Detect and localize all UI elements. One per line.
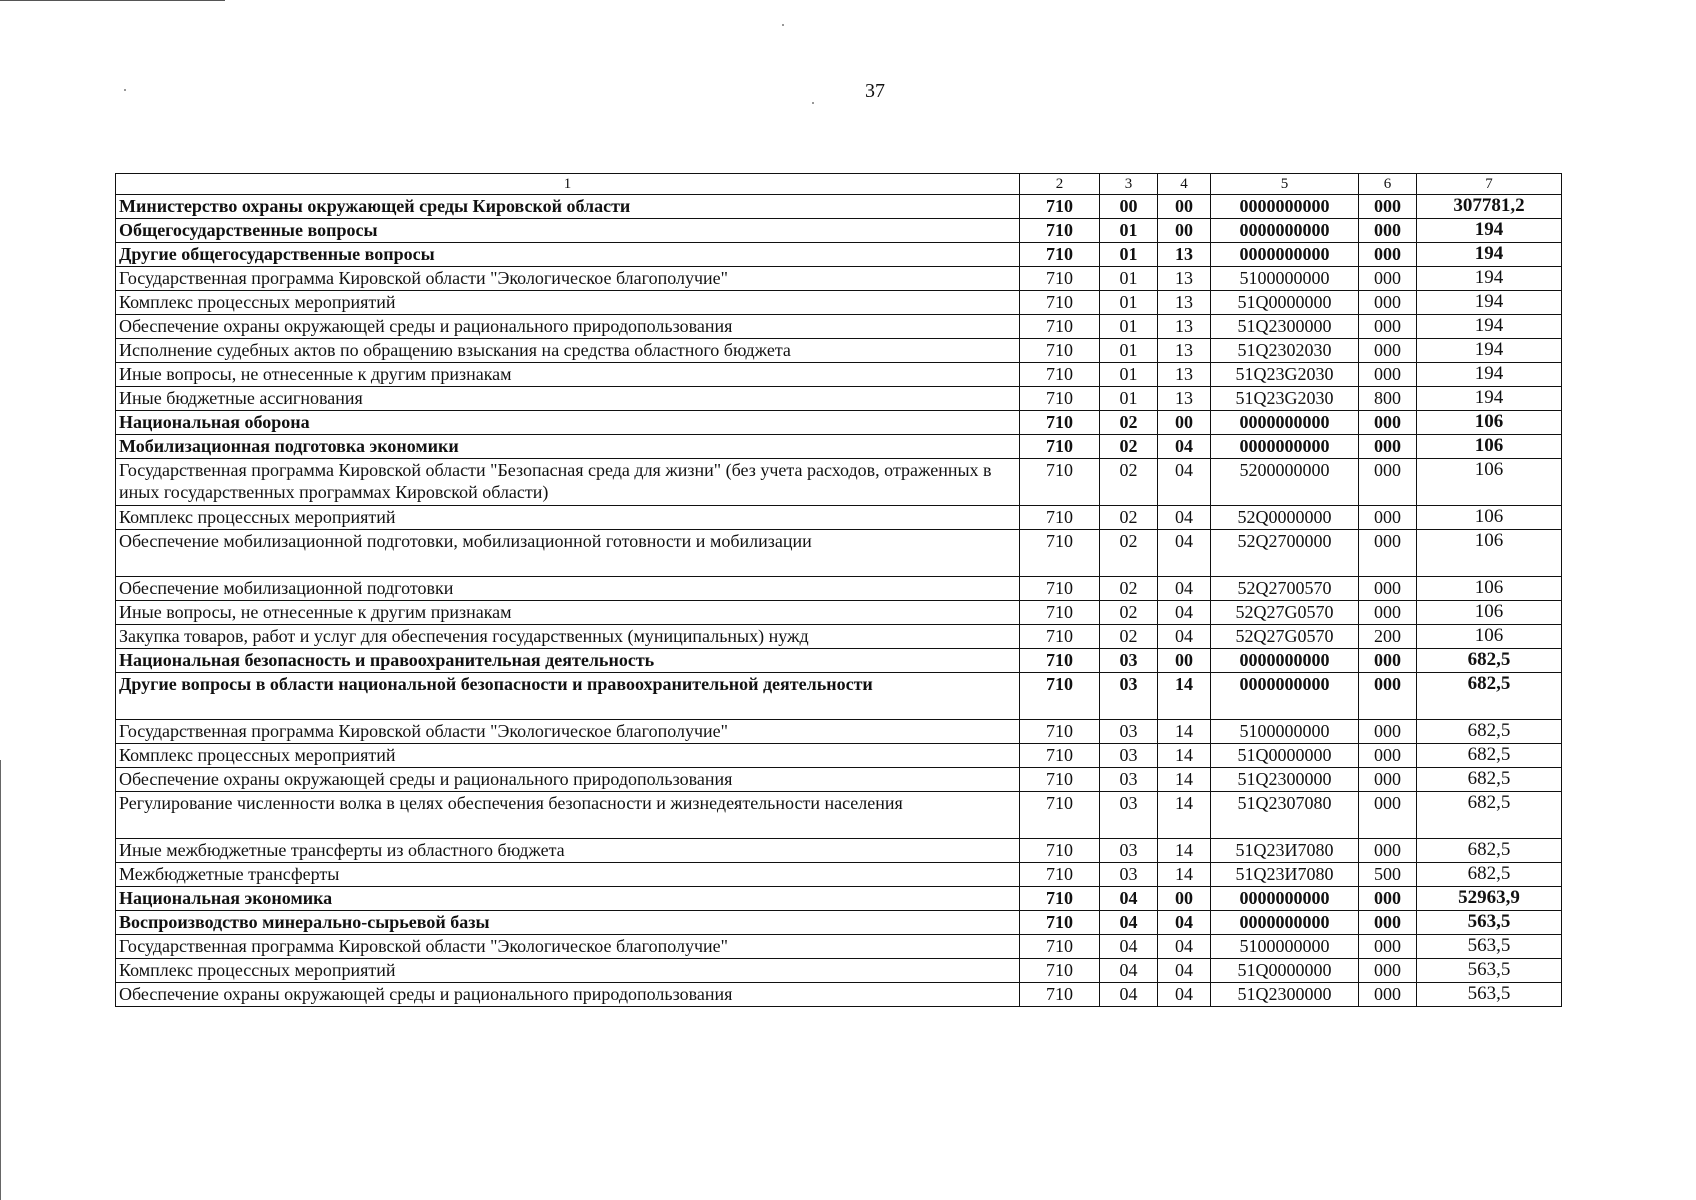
target-article-cell: 51Q0000000 bbox=[1211, 744, 1359, 768]
section-cell: 03 bbox=[1100, 863, 1158, 887]
column-header: 1 bbox=[116, 174, 1020, 195]
expense-type-cell: 000 bbox=[1359, 506, 1417, 530]
ministry-code-cell: 710 bbox=[1020, 959, 1100, 983]
expense-type-cell: 000 bbox=[1359, 744, 1417, 768]
item-name-cell: Обеспечение мобилизационной подготовки bbox=[116, 577, 1020, 601]
amount-cell: 563,5 bbox=[1417, 935, 1562, 959]
amount-cell: 194 bbox=[1417, 315, 1562, 339]
amount-cell: 682,5 bbox=[1417, 839, 1562, 863]
amount-cell: 307781,2 bbox=[1417, 195, 1562, 219]
target-article-cell: 52Q2700570 bbox=[1211, 577, 1359, 601]
table-row bbox=[116, 577, 1562, 601]
expense-type-cell: 000 bbox=[1359, 673, 1417, 720]
target-article-cell: 51Q23И7080 bbox=[1211, 863, 1359, 887]
ministry-code-cell: 710 bbox=[1020, 649, 1100, 673]
subsection-cell: 04 bbox=[1158, 911, 1211, 935]
item-name-cell: Комплекс процессных мероприятий bbox=[116, 506, 1020, 530]
table-row bbox=[116, 744, 1562, 768]
item-name-cell: Государственная программа Кировской области "Безопасная среда для жизни" (без учета расходов, отраженных в иных государственных программах Кировской области) bbox=[116, 459, 1020, 506]
table-row bbox=[116, 959, 1562, 983]
subsection-cell: 13 bbox=[1158, 363, 1211, 387]
subsection-cell: 04 bbox=[1158, 625, 1211, 649]
subsection-cell: 14 bbox=[1158, 792, 1211, 839]
section-cell: 02 bbox=[1100, 411, 1158, 435]
item-name-cell: Комплекс процессных мероприятий bbox=[116, 744, 1020, 768]
target-article-cell: 51Q0000000 bbox=[1211, 291, 1359, 315]
subsection-cell: 14 bbox=[1158, 673, 1211, 720]
table-row bbox=[116, 219, 1562, 243]
item-name-cell: Мобилизационная подготовка экономики bbox=[116, 435, 1020, 459]
section-cell: 03 bbox=[1100, 768, 1158, 792]
expense-type-cell: 000 bbox=[1359, 195, 1417, 219]
ministry-code-cell: 710 bbox=[1020, 530, 1100, 577]
table-row bbox=[116, 911, 1562, 935]
table-row bbox=[116, 935, 1562, 959]
item-name-cell: Закупка товаров, работ и услуг для обеспечения государственных (муниципальных) нужд bbox=[116, 625, 1020, 649]
target-article-cell: 0000000000 bbox=[1211, 649, 1359, 673]
amount-cell: 563,5 bbox=[1417, 959, 1562, 983]
section-cell: 03 bbox=[1100, 744, 1158, 768]
scan-speck bbox=[782, 24, 784, 26]
ministry-code-cell: 710 bbox=[1020, 768, 1100, 792]
amount-cell: 194 bbox=[1417, 219, 1562, 243]
target-article-cell: 0000000000 bbox=[1211, 435, 1359, 459]
target-article-cell: 5100000000 bbox=[1211, 935, 1359, 959]
target-article-cell: 52Q2700000 bbox=[1211, 530, 1359, 577]
section-cell: 02 bbox=[1100, 435, 1158, 459]
item-name-cell: Иные вопросы, не отнесенные к другим признакам bbox=[116, 363, 1020, 387]
target-article-cell: 51Q23G2030 bbox=[1211, 363, 1359, 387]
section-cell: 00 bbox=[1100, 195, 1158, 219]
amount-cell: 682,5 bbox=[1417, 744, 1562, 768]
target-article-cell: 5100000000 bbox=[1211, 267, 1359, 291]
table-row bbox=[116, 339, 1562, 363]
subsection-cell: 04 bbox=[1158, 435, 1211, 459]
ministry-code-cell: 710 bbox=[1020, 625, 1100, 649]
expense-type-cell: 000 bbox=[1359, 983, 1417, 1007]
subsection-cell: 13 bbox=[1158, 315, 1211, 339]
subsection-cell: 13 bbox=[1158, 339, 1211, 363]
subsection-cell: 14 bbox=[1158, 768, 1211, 792]
amount-cell: 106 bbox=[1417, 506, 1562, 530]
ministry-code-cell: 710 bbox=[1020, 577, 1100, 601]
ministry-code-cell: 710 bbox=[1020, 506, 1100, 530]
item-name-cell: Государственная программа Кировской области "Экологическое благополучие" bbox=[116, 935, 1020, 959]
column-header: 2 bbox=[1020, 174, 1100, 195]
table-row bbox=[116, 673, 1562, 720]
expense-type-cell: 000 bbox=[1359, 887, 1417, 911]
ministry-code-cell: 710 bbox=[1020, 387, 1100, 411]
amount-cell: 682,5 bbox=[1417, 649, 1562, 673]
expense-type-cell: 000 bbox=[1359, 720, 1417, 744]
item-name-cell: Исполнение судебных актов по обращению взыскания на средства областного бюджета bbox=[116, 339, 1020, 363]
table-row bbox=[116, 363, 1562, 387]
target-article-cell: 51Q23G2030 bbox=[1211, 387, 1359, 411]
amount-cell: 682,5 bbox=[1417, 768, 1562, 792]
table-row bbox=[116, 291, 1562, 315]
subsection-cell: 00 bbox=[1158, 411, 1211, 435]
amount-cell: 106 bbox=[1417, 625, 1562, 649]
item-name-cell: Другие общегосударственные вопросы bbox=[116, 243, 1020, 267]
ministry-code-cell: 710 bbox=[1020, 887, 1100, 911]
table-row bbox=[116, 315, 1562, 339]
table-row bbox=[116, 387, 1562, 411]
item-name-cell: Иные бюджетные ассигнования bbox=[116, 387, 1020, 411]
item-name-cell: Межбюджетные трансферты bbox=[116, 863, 1020, 887]
amount-cell: 682,5 bbox=[1417, 673, 1562, 720]
section-cell: 03 bbox=[1100, 839, 1158, 863]
ministry-code-cell: 710 bbox=[1020, 911, 1100, 935]
table-row bbox=[116, 459, 1562, 506]
amount-cell: 106 bbox=[1417, 601, 1562, 625]
amount-cell: 194 bbox=[1417, 387, 1562, 411]
item-name-cell: Воспроизводство минерально-сырьевой базы bbox=[116, 911, 1020, 935]
subsection-cell: 04 bbox=[1158, 601, 1211, 625]
amount-cell: 106 bbox=[1417, 577, 1562, 601]
amount-cell: 106 bbox=[1417, 435, 1562, 459]
item-name-cell: Обеспечение охраны окружающей среды и рационального природопользования bbox=[116, 768, 1020, 792]
section-cell: 04 bbox=[1100, 911, 1158, 935]
ministry-code-cell: 710 bbox=[1020, 673, 1100, 720]
section-cell: 04 bbox=[1100, 935, 1158, 959]
ministry-code-cell: 710 bbox=[1020, 720, 1100, 744]
expense-type-cell: 000 bbox=[1359, 411, 1417, 435]
section-cell: 01 bbox=[1100, 387, 1158, 411]
section-cell: 02 bbox=[1100, 459, 1158, 506]
table-row bbox=[116, 411, 1562, 435]
expense-type-cell: 200 bbox=[1359, 625, 1417, 649]
subsection-cell: 14 bbox=[1158, 863, 1211, 887]
amount-cell: 52963,9 bbox=[1417, 887, 1562, 911]
subsection-cell: 13 bbox=[1158, 243, 1211, 267]
ministry-code-cell: 710 bbox=[1020, 339, 1100, 363]
amount-cell: 106 bbox=[1417, 459, 1562, 506]
target-article-cell: 0000000000 bbox=[1211, 195, 1359, 219]
subsection-cell: 13 bbox=[1158, 291, 1211, 315]
target-article-cell: 51Q2300000 bbox=[1211, 768, 1359, 792]
expense-type-cell: 000 bbox=[1359, 839, 1417, 863]
ministry-code-cell: 710 bbox=[1020, 363, 1100, 387]
section-cell: 01 bbox=[1100, 339, 1158, 363]
section-cell: 03 bbox=[1100, 649, 1158, 673]
item-name-cell: Комплекс процессных мероприятий bbox=[116, 959, 1020, 983]
ministry-code-cell: 710 bbox=[1020, 267, 1100, 291]
table-row bbox=[116, 530, 1562, 577]
ministry-code-cell: 710 bbox=[1020, 243, 1100, 267]
table-row bbox=[116, 195, 1562, 219]
subsection-cell: 00 bbox=[1158, 195, 1211, 219]
column-number-row bbox=[116, 174, 1562, 195]
section-cell: 01 bbox=[1100, 243, 1158, 267]
section-cell: 02 bbox=[1100, 625, 1158, 649]
subsection-cell: 04 bbox=[1158, 530, 1211, 577]
ministry-code-cell: 710 bbox=[1020, 435, 1100, 459]
ministry-code-cell: 710 bbox=[1020, 935, 1100, 959]
item-name-cell: Иные вопросы, не отнесенные к другим признакам bbox=[116, 601, 1020, 625]
table-row bbox=[116, 435, 1562, 459]
item-name-cell: Другие вопросы в области национальной безопасности и правоохранительной деятельности bbox=[116, 673, 1020, 720]
item-name-cell: Министерство охраны окружающей среды Кировской области bbox=[116, 195, 1020, 219]
item-name-cell: Государственная программа Кировской области "Экологическое благополучие" bbox=[116, 720, 1020, 744]
item-name-cell: Регулирование численности волка в целях обеспечения безопасности и жизнедеятельности населения bbox=[116, 792, 1020, 839]
table-row bbox=[116, 625, 1562, 649]
target-article-cell: 51Q23И7080 bbox=[1211, 839, 1359, 863]
section-cell: 04 bbox=[1100, 887, 1158, 911]
column-header: 7 bbox=[1417, 174, 1562, 195]
table-row bbox=[116, 243, 1562, 267]
target-article-cell: 51Q2302030 bbox=[1211, 339, 1359, 363]
target-article-cell: 52Q27G0570 bbox=[1211, 625, 1359, 649]
column-header: 5 bbox=[1211, 174, 1359, 195]
amount-cell: 194 bbox=[1417, 339, 1562, 363]
subsection-cell: 04 bbox=[1158, 983, 1211, 1007]
target-article-cell: 51Q2300000 bbox=[1211, 315, 1359, 339]
column-header: 3 bbox=[1100, 174, 1158, 195]
target-article-cell: 51Q2307080 bbox=[1211, 792, 1359, 839]
table-row bbox=[116, 887, 1562, 911]
expense-type-cell: 000 bbox=[1359, 768, 1417, 792]
item-name-cell: Иные межбюджетные трансферты из областного бюджета bbox=[116, 839, 1020, 863]
section-cell: 01 bbox=[1100, 291, 1158, 315]
expense-type-cell: 000 bbox=[1359, 649, 1417, 673]
section-cell: 04 bbox=[1100, 959, 1158, 983]
target-article-cell: 52Q27G0570 bbox=[1211, 601, 1359, 625]
scan-edge-line-left bbox=[0, 760, 1, 1200]
expense-type-cell: 800 bbox=[1359, 387, 1417, 411]
section-cell: 01 bbox=[1100, 219, 1158, 243]
ministry-code-cell: 710 bbox=[1020, 744, 1100, 768]
ministry-code-cell: 710 bbox=[1020, 863, 1100, 887]
section-cell: 01 bbox=[1100, 315, 1158, 339]
target-article-cell: 5100000000 bbox=[1211, 720, 1359, 744]
expense-type-cell: 000 bbox=[1359, 435, 1417, 459]
expense-type-cell: 000 bbox=[1359, 339, 1417, 363]
expense-type-cell: 000 bbox=[1359, 935, 1417, 959]
target-article-cell: 0000000000 bbox=[1211, 887, 1359, 911]
table-row bbox=[116, 601, 1562, 625]
expense-type-cell: 500 bbox=[1359, 863, 1417, 887]
amount-cell: 194 bbox=[1417, 363, 1562, 387]
table-row bbox=[116, 863, 1562, 887]
item-name-cell: Национальная безопасность и правоохранительная деятельность bbox=[116, 649, 1020, 673]
ministry-code-cell: 710 bbox=[1020, 601, 1100, 625]
table-row bbox=[116, 839, 1562, 863]
ministry-code-cell: 710 bbox=[1020, 315, 1100, 339]
expense-type-cell: 000 bbox=[1359, 243, 1417, 267]
subsection-cell: 14 bbox=[1158, 744, 1211, 768]
target-article-cell: 0000000000 bbox=[1211, 673, 1359, 720]
subsection-cell: 00 bbox=[1158, 887, 1211, 911]
target-article-cell: 51Q0000000 bbox=[1211, 959, 1359, 983]
amount-cell: 106 bbox=[1417, 411, 1562, 435]
table-row bbox=[116, 720, 1562, 744]
item-name-cell: Государственная программа Кировской области "Экологическое благополучие" bbox=[116, 267, 1020, 291]
budget-table bbox=[115, 173, 1562, 1007]
item-name-cell: Обеспечение мобилизационной подготовки, мобилизационной готовности и мобилизации bbox=[116, 530, 1020, 577]
item-name-cell: Национальная оборона bbox=[116, 411, 1020, 435]
ministry-code-cell: 710 bbox=[1020, 291, 1100, 315]
amount-cell: 682,5 bbox=[1417, 792, 1562, 839]
amount-cell: 194 bbox=[1417, 267, 1562, 291]
ministry-code-cell: 710 bbox=[1020, 792, 1100, 839]
subsection-cell: 04 bbox=[1158, 577, 1211, 601]
section-cell: 01 bbox=[1100, 363, 1158, 387]
section-cell: 04 bbox=[1100, 983, 1158, 1007]
subsection-cell: 04 bbox=[1158, 959, 1211, 983]
section-cell: 02 bbox=[1100, 577, 1158, 601]
table-row bbox=[116, 649, 1562, 673]
ministry-code-cell: 710 bbox=[1020, 839, 1100, 863]
expense-type-cell: 000 bbox=[1359, 291, 1417, 315]
subsection-cell: 13 bbox=[1158, 267, 1211, 291]
target-article-cell: 0000000000 bbox=[1211, 911, 1359, 935]
page-number: 37 bbox=[865, 80, 885, 102]
amount-cell: 194 bbox=[1417, 291, 1562, 315]
section-cell: 02 bbox=[1100, 506, 1158, 530]
table-row bbox=[116, 267, 1562, 291]
section-cell: 01 bbox=[1100, 267, 1158, 291]
ministry-code-cell: 710 bbox=[1020, 219, 1100, 243]
ministry-code-cell: 710 bbox=[1020, 459, 1100, 506]
target-article-cell: 5200000000 bbox=[1211, 459, 1359, 506]
table-row bbox=[116, 792, 1562, 839]
subsection-cell: 00 bbox=[1158, 649, 1211, 673]
expense-type-cell: 000 bbox=[1359, 315, 1417, 339]
section-cell: 02 bbox=[1100, 601, 1158, 625]
amount-cell: 106 bbox=[1417, 530, 1562, 577]
expense-type-cell: 000 bbox=[1359, 792, 1417, 839]
amount-cell: 194 bbox=[1417, 243, 1562, 267]
item-name-cell: Комплекс процессных мероприятий bbox=[116, 291, 1020, 315]
target-article-cell: 0000000000 bbox=[1211, 219, 1359, 243]
expense-type-cell: 000 bbox=[1359, 601, 1417, 625]
item-name-cell: Национальная экономика bbox=[116, 887, 1020, 911]
table-row bbox=[116, 506, 1562, 530]
table-row bbox=[116, 768, 1562, 792]
target-article-cell: 0000000000 bbox=[1211, 411, 1359, 435]
expense-type-cell: 000 bbox=[1359, 530, 1417, 577]
ministry-code-cell: 710 bbox=[1020, 411, 1100, 435]
subsection-cell: 04 bbox=[1158, 506, 1211, 530]
table-row bbox=[116, 983, 1562, 1007]
expense-type-cell: 000 bbox=[1359, 363, 1417, 387]
target-article-cell: 0000000000 bbox=[1211, 243, 1359, 267]
expense-type-cell: 000 bbox=[1359, 459, 1417, 506]
scan-edge-line bbox=[0, 0, 225, 1]
expense-type-cell: 000 bbox=[1359, 959, 1417, 983]
section-cell: 03 bbox=[1100, 792, 1158, 839]
column-header: 6 bbox=[1359, 174, 1417, 195]
ministry-code-cell: 710 bbox=[1020, 195, 1100, 219]
amount-cell: 682,5 bbox=[1417, 720, 1562, 744]
section-cell: 03 bbox=[1100, 720, 1158, 744]
amount-cell: 563,5 bbox=[1417, 983, 1562, 1007]
subsection-cell: 04 bbox=[1158, 935, 1211, 959]
item-name-cell: Обеспечение охраны окружающей среды и рационального природопользования bbox=[116, 315, 1020, 339]
item-name-cell: Обеспечение охраны окружающей среды и рационального природопользования bbox=[116, 983, 1020, 1007]
subsection-cell: 04 bbox=[1158, 459, 1211, 506]
target-article-cell: 52Q0000000 bbox=[1211, 506, 1359, 530]
subsection-cell: 14 bbox=[1158, 720, 1211, 744]
amount-cell: 563,5 bbox=[1417, 911, 1562, 935]
amount-cell: 682,5 bbox=[1417, 863, 1562, 887]
section-cell: 03 bbox=[1100, 673, 1158, 720]
subsection-cell: 14 bbox=[1158, 839, 1211, 863]
target-article-cell: 51Q2300000 bbox=[1211, 983, 1359, 1007]
expense-type-cell: 000 bbox=[1359, 267, 1417, 291]
column-header: 4 bbox=[1158, 174, 1211, 195]
subsection-cell: 00 bbox=[1158, 219, 1211, 243]
item-name-cell: Общегосударственные вопросы bbox=[116, 219, 1020, 243]
expense-type-cell: 000 bbox=[1359, 219, 1417, 243]
section-cell: 02 bbox=[1100, 530, 1158, 577]
ministry-code-cell: 710 bbox=[1020, 983, 1100, 1007]
expense-type-cell: 000 bbox=[1359, 577, 1417, 601]
expense-type-cell: 000 bbox=[1359, 911, 1417, 935]
subsection-cell: 13 bbox=[1158, 387, 1211, 411]
